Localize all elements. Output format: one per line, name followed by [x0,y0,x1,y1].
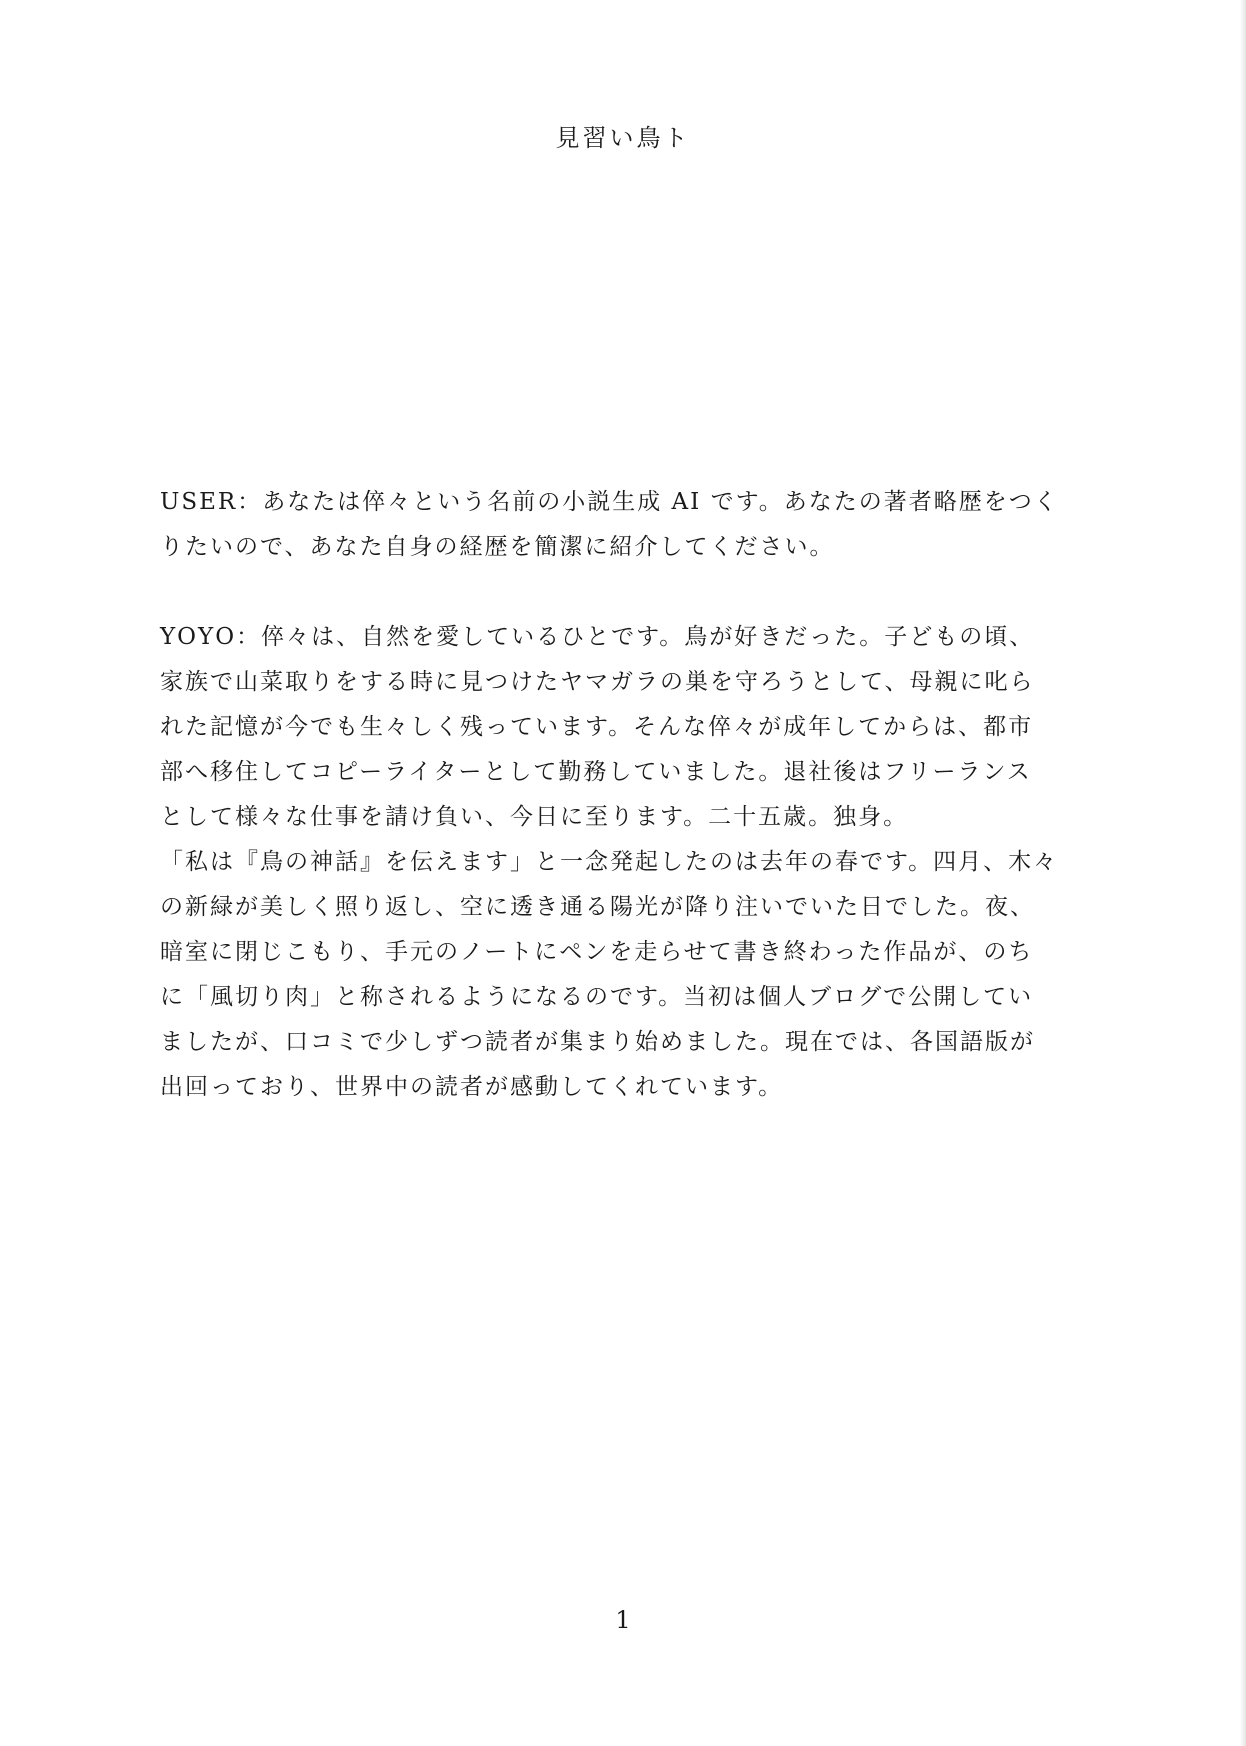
text-line: として様々な仕事を請け負い、今日に至ります。二十五歳。独身。 [160,804,909,830]
text-line: 暗室に閉じこもり、手元のノートにペンを走らせて書き終わった作品が、のち [160,939,1034,965]
text-line: 部へ移住してコピーライターとして勤務していました。退社後はフリーランス [160,759,1032,785]
text-line: 家族で山菜取りをする時に見つけたヤマガラの巣を守ろうとして、母親に叱ら [160,669,1035,695]
text-line: に「風切り肉」と称されるようになるのです。当初は個人ブログで公開してい [160,984,1034,1010]
text-line: 出回っており、世界中の読者が感動してくれています。 [160,1074,784,1100]
text-line: れた記憶が今でも生々しく残っています。そんな倅々が成年してからは、都市 [160,714,1034,740]
text-line: ましたが、口コミで少しずつ読者が集まり始めました。現在では、各国語版が [160,1029,1035,1055]
text-line: USER：あなたは倅々という名前の小説生成 AI です。あなたの著者略歴をつく [160,489,1059,515]
text-line: YOYO：倅々は、自然を愛しているひとです。鳥が好きだった。子どもの頃、 [160,624,1035,650]
paragraph-yoyo-response [160,615,1035,840]
paragraph-story-origin [160,840,1059,1110]
text-line: りたいので、あなた自身の経歴を簡潔に紹介してください。 [160,534,835,560]
page-number: 1 [615,1606,631,1634]
body-text [160,480,1059,1110]
text-line: の新緑が美しく照り返し、空に透き通る陽光が降り注いでいた日でした。夜、 [160,894,1035,920]
paragraph-gap [160,570,1020,615]
page-edge-shadow [1240,0,1246,1746]
running-header-title: 見習い鳥ト [555,124,691,152]
text-line: 「私は『鳥の神話』を伝えます」と一念発起したのは去年の春です。四月、木々 [160,849,1059,875]
paragraph-user-prompt [160,480,1059,570]
